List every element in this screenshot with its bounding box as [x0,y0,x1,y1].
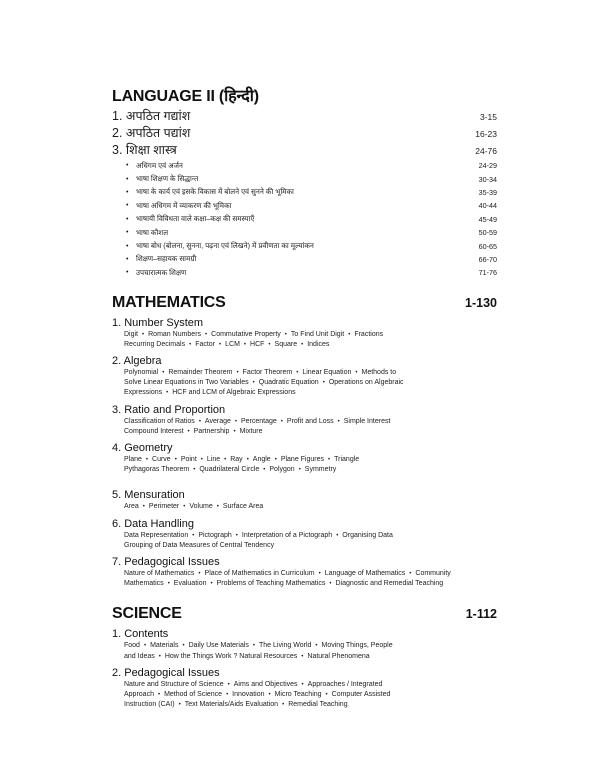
list-item [126,226,497,239]
topic-items [124,330,497,350]
bullet-icon: • [126,162,129,170]
bullet-icon: • [268,341,271,348]
bullet-icon: • [166,390,169,397]
bullet-icon: • [162,369,165,376]
list-item [126,172,497,185]
topic-item: LCM [225,340,240,348]
topic-item: Computer Assisted [331,690,391,698]
topic-title: 1. Contents [112,628,169,641]
bullet-icon: • [301,341,304,348]
topic-block [112,489,497,512]
bullet-icon: • [143,643,147,650]
topic-line [124,368,497,378]
topic-line [124,700,497,710]
list-item [126,186,497,199]
topic-item: Expressions [124,389,163,397]
topic-item: Community [415,569,451,577]
bullet-icon: • [280,418,283,425]
subtopic-label: भाषायी विविधता वाले कक्षा–कक्ष की समस्याएँ [136,214,255,224]
section-title: LANGUAGE II (हिन्दी) [112,88,259,105]
topic-item: Volume [189,503,213,511]
bullet-icon: • [243,341,247,348]
topic-item: Organising Data [342,531,393,539]
topic-line [124,541,497,551]
page-range: 24-76 [475,146,497,156]
topic-block [112,628,497,661]
topic-item: Area [124,503,139,511]
bullet-icon: • [126,242,129,250]
bullet-icon: • [227,681,230,688]
topic-item: Remedial Teaching [288,701,348,709]
subtopic-label: शिक्षण–सहायक सामग्री [136,254,197,264]
topic-item: The Living World [259,642,312,650]
page-range: 3-15 [479,112,497,122]
topic-line [124,690,497,700]
topic-item: Commutative Property [211,330,281,338]
list-item [126,266,497,279]
topic-item: Indices [307,340,330,348]
topic-block [112,667,497,711]
bullet-icon: • [329,581,332,588]
page-range: 35-39 [478,187,497,197]
topic-block [112,518,497,551]
section-title: SCIENCE [112,605,182,623]
topic-item: and Ideas [124,652,155,660]
topic-item: Daily Use Materials [188,642,249,650]
topic-item: Food [124,642,140,650]
topic-block [112,556,497,589]
topic-item: Pictograph [198,531,232,539]
topic-item: Line [206,455,221,463]
topic-item: Curve [152,455,171,463]
topic-line [124,330,497,340]
page-range: 24-29 [478,161,497,171]
bullet-icon: • [126,269,129,277]
topic-item: Mathematics [124,580,164,588]
topic-line [124,378,497,388]
topic-item: Recurring Decimals [124,340,186,348]
topic-items [124,641,497,661]
topic-items [124,569,497,589]
topic-item: Percentage [240,417,277,425]
bullet-icon: • [224,456,227,463]
syllabus-page [112,84,497,710]
bullet-icon: • [198,418,201,425]
bullet-icon: • [200,456,203,463]
topic-block [112,442,497,475]
topic-item: Factor Theorem [242,368,293,376]
bullet-icon: • [235,532,238,539]
bullet-icon: • [216,504,219,511]
topic-block [112,355,497,399]
topic-item: Classification of Ratios [124,417,195,425]
topic-item: Grouping of Data Measures of Central Tendency [124,541,275,549]
topic-item: Plane Figures [280,455,325,463]
bullet-icon: • [126,188,129,196]
bullet-icon: • [263,467,266,474]
bullet-icon: • [157,691,161,698]
bullet-icon: • [328,456,331,463]
topic-label: 2. अपठित पद्यांश [112,126,191,140]
bullet-icon: • [174,456,177,463]
bullet-icon: • [178,702,181,709]
topic-line [124,569,497,579]
topic-item: Place of Mathematics in Curriculum [204,569,315,577]
bullet-icon: • [167,581,170,588]
topic-items [124,680,497,711]
page-range: 30-34 [478,174,497,184]
bullet-icon: • [126,229,129,237]
topic-item: Quadratic Equation [258,379,319,387]
page-range: 71-76 [478,268,497,278]
bullet-icon: • [192,532,195,539]
science-section [112,605,497,710]
topic-title: 4. Geometry [112,441,173,454]
bullet-icon: • [198,570,201,577]
subtopic-label: भाषा कौशल [136,227,169,237]
topic-items [124,531,497,551]
topic-item: Symmetry [304,466,337,474]
bullet-icon: • [189,341,192,348]
topic-item: Data Representation [124,531,189,539]
math-topics [112,317,497,590]
page-range: 66-70 [478,254,497,264]
topic-title: 1. Number System [112,316,204,329]
topic-item: Diagnostic and Remedial Teaching [335,580,444,588]
topic-item: Remainder Theorem [168,368,233,376]
topic-item: Digit [124,330,139,338]
topic-item: Moving Things, People [321,642,393,650]
topic-line [124,388,497,398]
page-range: 60-65 [478,241,497,251]
topic-item: Interpretation of a Pictograph [241,531,333,539]
topic-item: Approach [124,690,154,698]
topic-line [124,652,497,662]
topic-items [124,455,497,475]
topic-item: Language of Mathematics [324,569,406,577]
topic-item: Roman Numbers [148,330,202,338]
topic-item: Evaluation [173,580,207,588]
topic-line [124,531,497,541]
bullet-icon: • [126,255,129,263]
list-item [126,213,497,226]
bullet-icon: • [187,428,190,435]
topic-item: Quadrilateral Circle [199,466,260,474]
list-item [126,253,497,266]
subtopic-label: भाषा बोध (बोलना, सुनना, पढ़ना एवं लिखने) में प्रवीणता का मूल्यांकन [136,241,314,251]
bullet-icon: • [268,691,271,698]
topic-item: Methods to [361,368,397,376]
topic-item: How the Things Work ? Natural Resources [164,652,298,660]
topic-item: Fractions [354,330,384,338]
bullet-icon: • [234,418,237,425]
bullet-icon: • [315,643,318,650]
topic-item: Operations on Algebraic [328,379,404,387]
bullet-icon: • [337,418,340,425]
topic-item: HCF [250,340,265,348]
topic-item: Factor [195,340,216,348]
topic-title: 3. Ratio and Proportion [112,403,226,416]
bullet-icon: • [219,341,222,348]
topic-item: Aims and Objectives [233,680,298,688]
topic-item: Problems of Teaching Mathematics [216,580,326,588]
section-title: MATHEMATICS [112,293,226,311]
topic-line [124,340,497,350]
topic-item: Natural Phenomena [307,652,370,660]
bullet-icon: • [318,570,321,577]
topic-label: 1. अपठित गद्यांश [112,109,191,123]
topic-item: Simple Interest [343,417,391,425]
bullet-icon: • [246,456,249,463]
language-topics [112,108,497,159]
topic-item: HCF and LCM of Algebraic Expressions [172,389,296,397]
bullet-icon: • [348,331,351,338]
topic-row [112,108,497,125]
topic-line [124,680,497,690]
bullet-icon: • [322,380,325,387]
topic-block [112,317,497,350]
topic-item: Solve Linear Equations in Two Variables [124,379,249,387]
topic-item: Instruction (CAI) [124,701,175,709]
bullet-icon: • [336,532,339,539]
topic-item: To Find Unit Digit [290,330,345,338]
topic-title: 2. Algebra [112,354,162,367]
science-topics [112,628,497,710]
bullet-icon: • [205,331,208,338]
topic-line [124,579,497,589]
page-range: 45-49 [478,214,497,224]
topic-row [112,142,497,159]
subtopic-list [126,159,497,280]
topic-line [124,455,497,465]
topic-item: Compound Interest [124,427,184,435]
topic-line [124,641,497,651]
bullet-icon: • [301,681,304,688]
topic-item: Polynomial [124,368,159,376]
topic-row [112,125,497,142]
bullet-icon: • [126,202,129,210]
topic-label: 3. शिक्षा शास्त्र [112,143,177,157]
bullet-icon: • [182,643,185,650]
topic-block [112,404,497,437]
topic-item: Square [274,340,298,348]
language-section [112,84,497,280]
bullet-icon: • [126,215,129,223]
section-page-range: 1-112 [465,607,497,622]
bullet-icon: • [145,456,149,463]
bullet-icon: • [226,691,229,698]
subtopic-label: उपचारात्मक शिक्षण [136,267,187,277]
section-page-range: 1-130 [465,295,497,310]
topic-item: Triangle [334,455,360,463]
topic-item: Surface Area [222,503,264,511]
subtopic-label: भाषा अधिगम में व्याकरण की भूमिका [136,200,232,210]
bullet-icon: • [142,504,145,511]
topic-item: Nature of Mathematics [124,569,195,577]
topic-item: Text Materials/Aids Evaluation [184,701,279,709]
bullet-icon: • [126,175,129,183]
topic-item: Approaches / Integrated [307,680,383,688]
topic-item: Method of Science [164,690,223,698]
topic-line [124,502,497,512]
topic-item: Mixture [239,427,263,435]
topic-line [124,427,497,437]
bullet-icon: • [355,369,358,376]
bullet-icon: • [274,456,277,463]
topic-item: Ray [230,455,243,463]
topic-item: Innovation [232,690,265,698]
topic-items [124,417,497,437]
topic-item: Linear Equation [302,368,352,376]
page-range: 16-23 [475,129,497,139]
topic-items [124,368,497,399]
topic-item: Profit and Loss [286,417,334,425]
topic-item: Polygon [269,466,295,474]
topic-line [124,417,497,427]
topic-title: 6. Data Handling [112,517,194,530]
topic-item: Nature and Structure of Science [124,680,224,688]
bullet-icon: • [193,467,196,474]
topic-item: Average [204,417,231,425]
bullet-icon: • [233,428,236,435]
page-range: 40-44 [478,201,497,211]
bullet-icon: • [183,504,186,511]
topic-line [124,465,497,475]
bullet-icon: • [236,369,239,376]
bullet-icon: • [210,581,213,588]
topic-title: 7. Pedagogical Issues [112,555,220,568]
bullet-icon: • [298,467,301,474]
bullet-icon: • [158,653,161,660]
page-range: 50-59 [478,228,497,238]
bullet-icon: • [284,331,287,338]
topic-item: Perimeter [148,503,180,511]
topic-item: Partnership [193,427,230,435]
topic-items [124,502,497,512]
bullet-icon: • [409,570,412,577]
subtopic-label: भाषा शिक्षण के सिद्धान्त [136,174,199,184]
mathematics-section [112,294,497,590]
list-item [126,199,497,212]
bullet-icon: • [252,643,255,650]
bullet-icon: • [252,380,255,387]
bullet-icon: • [282,702,285,709]
subtopic-label: भाषा के कार्य एवं इसके विकास में बोलने एवं सुनने की भूमिका [136,187,294,197]
topic-item: Micro Teaching [274,690,322,698]
topic-item: Angle [252,455,271,463]
subtopic-label: अधिगम एवं अर्जन [136,160,183,170]
list-item [126,159,497,172]
topic-item: Pythagoras Theorem [124,466,190,474]
topic-title: 2. Pedagogical Issues [112,666,220,679]
list-item [126,239,497,252]
topic-item: Point [180,455,197,463]
bullet-icon: • [142,331,145,338]
topic-title: 5. Mensuration [112,489,185,502]
bullet-icon: • [296,369,299,376]
topic-item: Plane [124,455,142,463]
bullet-icon: • [325,691,328,698]
bullet-icon: • [301,653,304,660]
topic-item: Materials [150,642,179,650]
